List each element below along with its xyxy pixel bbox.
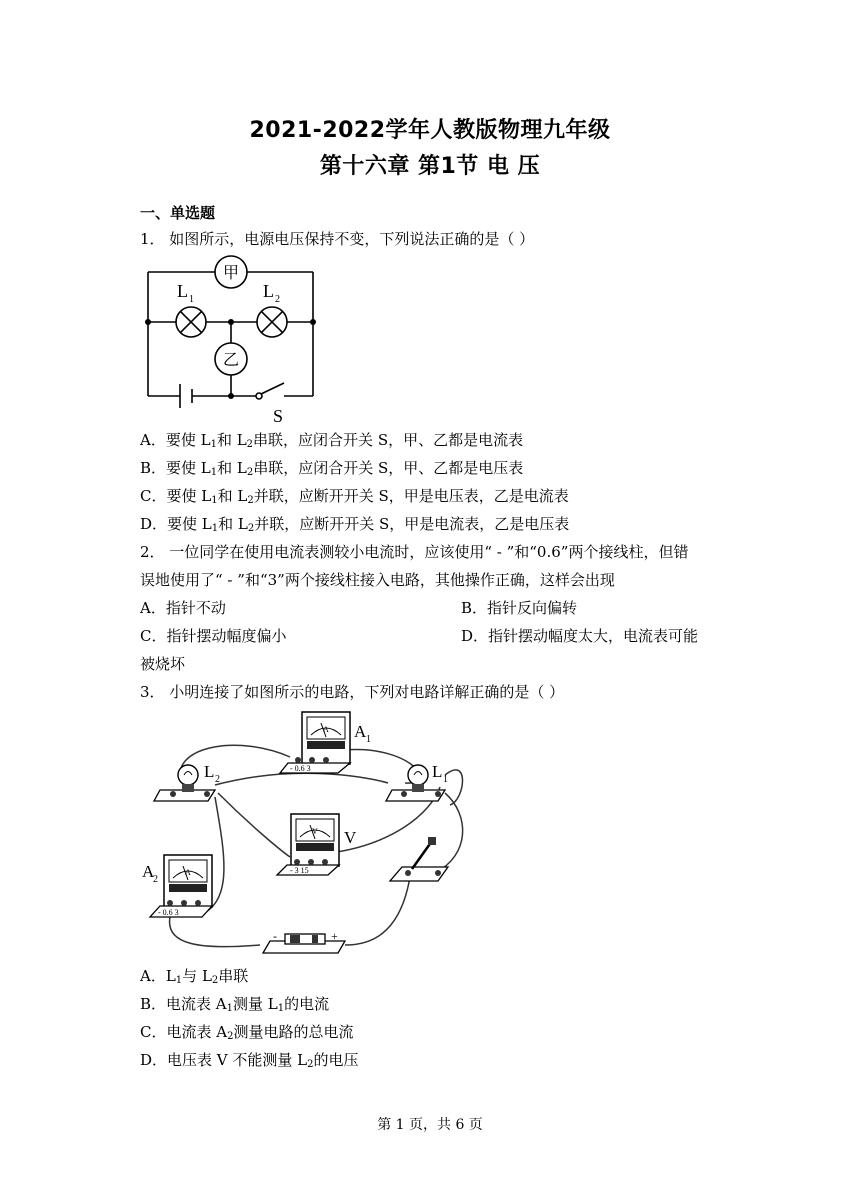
question-1-circuit-figure	[140, 252, 330, 426]
subscript: 1	[277, 1003, 285, 1014]
ammeter-a2	[142, 855, 212, 917]
a1-scale-label: - 0.6 3	[290, 764, 311, 773]
subscript: 1	[211, 523, 219, 534]
a1-dial-label: A	[323, 725, 329, 734]
subscript: 2	[227, 1031, 234, 1042]
subscript: 1	[210, 439, 217, 450]
ammeter-jia-label: 甲	[222, 265, 240, 282]
l2-label: L	[204, 762, 215, 781]
question-3-option-a	[140, 966, 248, 991]
lamp-l1-label: L	[177, 281, 188, 301]
option-text: 与 L	[182, 967, 212, 985]
option-text: 并联，应断开开关 S，甲是电压表，乙是电流表	[253, 487, 569, 505]
question-3-option-c	[140, 1022, 353, 1047]
subscript: 2	[307, 1059, 314, 1070]
voltmeter-label: V	[344, 828, 357, 847]
option-text: C．要使 L	[140, 487, 212, 505]
lamp-l1-subscript: 1	[189, 294, 194, 305]
voltmeter-v	[277, 814, 357, 875]
lamp-l2-subscript: 2	[275, 294, 280, 305]
battery	[263, 929, 345, 953]
lamp-l2-label: L	[263, 281, 274, 301]
subscript: 2	[211, 975, 219, 986]
page-subtitle: 第十六章 第1节 电 压	[319, 154, 541, 179]
option-text: 测量电路的总电流	[233, 1023, 354, 1041]
switch-s-label: S	[273, 406, 284, 426]
subscript: 2	[246, 467, 254, 478]
a2-label: A	[142, 862, 155, 881]
option-text: 和 L	[217, 459, 247, 477]
l2-subscript: 2	[215, 774, 220, 785]
option-text: B．电流表 A	[140, 995, 227, 1013]
v-dial-label: V	[312, 827, 318, 836]
a2-scale-label: - 0.6 3	[158, 908, 179, 917]
question-1-option-c	[140, 486, 569, 511]
option-text: B．要使 L	[140, 459, 211, 477]
option-text: 测量 L	[233, 995, 278, 1013]
battery-minus-label: -	[273, 929, 277, 943]
subscript: 1	[226, 1003, 233, 1014]
question-3-circuit-figure	[140, 705, 480, 963]
a2-subscript: 2	[153, 874, 158, 885]
question-1-option-b	[140, 458, 523, 483]
option-text: A．要使 L	[140, 431, 211, 449]
subscript: 1	[210, 467, 218, 478]
option-text: 和 L	[217, 487, 248, 505]
ammeter-a1	[280, 712, 371, 773]
option-text: 串联，应闭合开关 S，甲、乙都是电压表	[253, 459, 524, 477]
option-text: 串联，应闭合开关 S，甲、乙都是电流表	[253, 431, 524, 449]
question-1-stem: 1． 如图所示，电源电压保持不变，下列说法正确的是（ ）	[140, 230, 535, 248]
question-3-stem: 3． 小明连接了如图所示的电路，下列对电路详解正确的是（ ）	[140, 683, 565, 701]
a1-subscript: 1	[366, 734, 371, 745]
option-text: D．要使 L	[140, 515, 212, 533]
battery-plus-label: +	[331, 929, 338, 943]
l1-label: L	[432, 762, 443, 781]
option-text: 串联	[218, 967, 249, 985]
question-3-option-b	[140, 994, 329, 1019]
page-title: 2021-2022学年人教版物理九年级	[249, 118, 611, 143]
question-2-option-d: D．指针摆动幅度太大，电流表可能	[461, 627, 699, 645]
a2-dial-label: A	[185, 868, 191, 877]
meter-yi-label: 乙	[222, 352, 240, 369]
question-2-option-b: B．指针反向偏转	[461, 599, 578, 617]
subscript: 1	[211, 495, 218, 506]
v-scale-label: - 3 15	[290, 866, 309, 875]
option-text: A．L	[140, 967, 176, 985]
l1-subscript: 1	[443, 774, 448, 785]
option-text: 和 L	[218, 515, 248, 533]
subscript: 2	[247, 495, 254, 506]
subscript: 2	[246, 439, 254, 450]
page-number-footer: 第 1 页，共 6 页	[377, 1117, 483, 1133]
question-1-option-d	[140, 514, 569, 539]
lamp-l2	[154, 762, 220, 801]
subscript: 1	[175, 975, 183, 986]
knife-switch	[390, 837, 448, 881]
a1-label: A	[354, 722, 367, 741]
option-text: 并联，应断开开关 S，甲是电流表，乙是电压表	[254, 515, 570, 533]
question-2-stem-line-1: 2． 一位同学在使用电流表测较小电流时，应该使用“ - ”和“0.6”两个接线柱，但错	[140, 543, 689, 561]
option-text: D．电压表 V 不能测量 L	[140, 1051, 308, 1069]
option-text: 的电流	[284, 995, 330, 1013]
question-2-option-a: A．指针不动	[140, 599, 226, 617]
option-text: 和 L	[216, 431, 247, 449]
question-2-stem-line-2: 误地使用了“ - ”和“3”两个接线柱接入电路，其他操作正确，这样会出现	[140, 571, 615, 589]
option-text: C．电流表 A	[140, 1023, 228, 1041]
section-heading: 一、单选题	[140, 204, 216, 222]
question-2-option-c: C．指针摆动幅度偏小	[140, 627, 287, 645]
question-2-option-d-continued: 被烧坏	[140, 655, 186, 673]
subscript: 2	[247, 523, 255, 534]
lamp-l1	[386, 762, 448, 801]
question-1-option-a	[140, 430, 523, 455]
question-3-option-d	[140, 1050, 359, 1075]
option-text: 的电压	[313, 1051, 359, 1069]
